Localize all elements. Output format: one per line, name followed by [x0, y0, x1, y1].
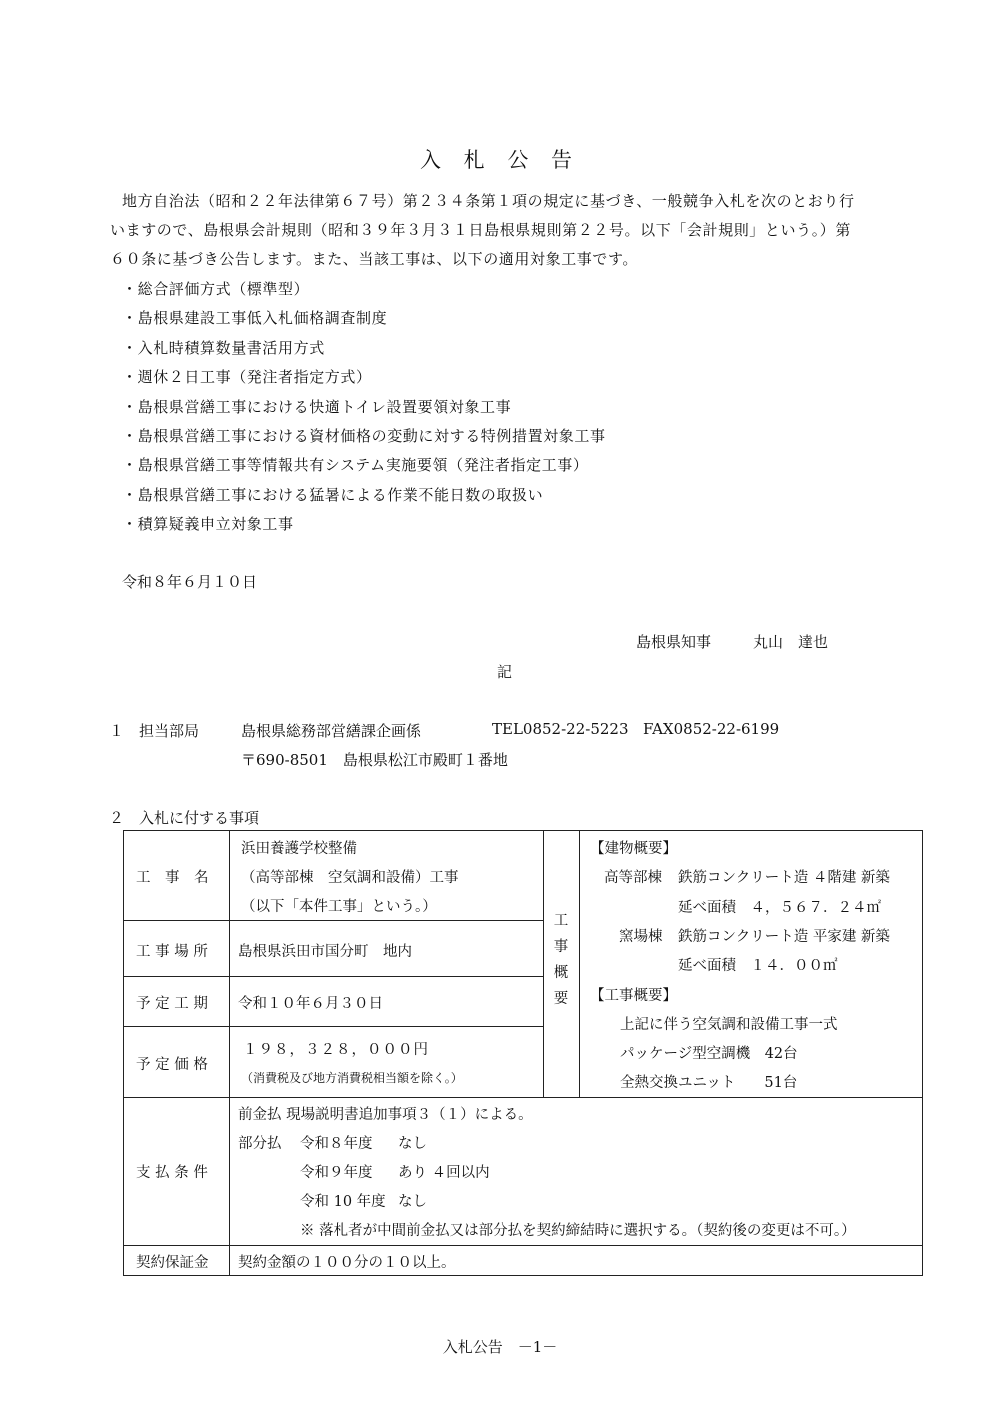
price-value: １９８，３２８，０００円 [243, 1042, 429, 1058]
table-divider [123, 1245, 923, 1246]
bullet-item: ・島根県営繕工事における快適トイレ設置要領対象工事 [122, 398, 512, 416]
bullet-item: ・島根県建設工事低入札価格調査制度 [122, 309, 388, 327]
table-divider [543, 830, 544, 1097]
section1-dept: 島根県総務部営繕課企画係 [241, 722, 422, 740]
building1-structure: 鉄筋コンクリート造 ４階建 新築 [678, 870, 890, 886]
section1-fax: FAX0852-22-6199 [643, 720, 780, 738]
payment-partial-label: 部分払 [238, 1136, 282, 1152]
table-divider [229, 830, 230, 1276]
bullet-item: ・週休２日工事（発注者指定方式） [122, 368, 372, 386]
payment-partial-value: なし [398, 1194, 427, 1210]
table-divider [123, 976, 543, 977]
payment-partial-year: 令和 10 年度 [300, 1194, 386, 1210]
signature-office: 島根県知事 [636, 633, 712, 651]
table-divider [123, 1026, 543, 1027]
bullet-item: ・島根県営繕工事における資材価格の変動に対する特例措置対象工事 [122, 427, 606, 445]
building1-name: 高等部棟 [604, 870, 662, 886]
overview-label-char: 工 [553, 913, 569, 929]
payment-note: ※ 落札者が中間前金払又は部分払を契約締結時に選択する。（契約後の変更は不可。） [300, 1223, 856, 1239]
bullet-item: ・入札時積算数量書活用方式 [122, 339, 325, 357]
payment-partial-year: 令和８年度 [300, 1136, 373, 1152]
label-work-name: 工 事 名 [136, 870, 209, 886]
label-period: 予 定 工 期 [136, 996, 208, 1012]
page-title: 入 札 公 告 [419, 148, 581, 172]
work-overview-line: 全熱交換ユニット 51台 [620, 1075, 798, 1091]
notice-date: 令和８年６月１０日 [122, 573, 258, 591]
payment-partial-value: なし [398, 1136, 427, 1152]
label-deposit: 契約保証金 [136, 1255, 209, 1271]
intro-line-3: ６０条に基づき公告します。また、当該工事は、以下の適用対象工事です。 [110, 250, 639, 268]
deposit-value: 契約金額の１００分の１０以上。 [238, 1255, 456, 1271]
section1-label: 担当部局 [139, 722, 200, 740]
ki-mark: 記 [497, 663, 513, 681]
table-divider [123, 1097, 923, 1098]
work-place-value: 島根県浜田市国分町 地内 [238, 944, 412, 960]
label-work-place: 工 事 場 所 [136, 944, 208, 960]
building-overview-header: 【建物概要】 [590, 841, 677, 857]
label-price: 予 定 価 格 [136, 1057, 208, 1073]
bullet-item: ・総合評価方式（標準型） [122, 280, 310, 298]
payment-partial-year: 令和９年度 [300, 1165, 373, 1181]
period-value: 令和１０年６月３０日 [238, 996, 383, 1012]
table-divider [579, 830, 580, 1097]
table-divider [123, 920, 543, 921]
overview-label-char: 概 [553, 965, 569, 981]
bullet-item: ・島根県営繕工事等情報共有システム実施要領（発注者指定工事） [122, 456, 589, 474]
work-overview-line: パッケージ型空調機 42台 [620, 1046, 798, 1062]
payment-partial-value: あり ４回以内 [398, 1165, 490, 1181]
section1-number: １ [109, 722, 125, 740]
overview-label-char: 事 [553, 939, 569, 955]
overview-label-char: 要 [553, 991, 569, 1007]
overview-label [551, 908, 571, 1012]
bullet-item: ・島根県営繕工事における猛暑による作業不能日数の取扱い [122, 486, 544, 504]
page-footer: 入札公告 －1－ [442, 1338, 558, 1356]
building2-structure: 鉄筋コンクリート造 平家建 新築 [678, 929, 890, 945]
section1-address: 〒690-8501 島根県松江市殿町１番地 [241, 751, 508, 769]
building1-area: 延べ面積 ４，５６７．２４㎡ [678, 900, 881, 916]
work-name-line: （以下「本件工事」という。） [241, 899, 437, 915]
section1-tel: TEL0852-22-5223 [492, 720, 629, 738]
work-overview-header: 【工事概要】 [590, 988, 677, 1004]
bullet-item: ・積算疑義申立対象工事 [122, 515, 294, 533]
intro-line-1: 地方自治法（昭和２２年法律第６７号）第２３４条第１項の規定に基づき、一般競争入札を次のとおり行 [122, 192, 855, 210]
section2-label: 入札に付する事項 [139, 809, 260, 827]
intro-line-2: いますので、島根県会計規則（昭和３９年３月３１日島根県規則第２２号。以下「会計規則」という。）第 [110, 221, 852, 239]
price-note: （消費税及び地方消費税相当額を除く。） [241, 1071, 463, 1085]
building2-area: 延べ面積 １４．００㎡ [678, 958, 838, 974]
work-name-line: 浜田養護学校整備 [241, 841, 357, 857]
building2-name: 窯場棟 [619, 929, 663, 945]
label-payment: 支 払 条 件 [136, 1165, 208, 1181]
work-overview-line: 上記に伴う空気調和設備工事一式 [620, 1017, 838, 1033]
signature-name: 丸山 達也 [753, 633, 829, 651]
payment-advance: 前金払 現場説明書追加事項３（１）による。 [238, 1107, 533, 1123]
work-name-line: （高等部棟 空気調和設備）工事 [241, 870, 459, 886]
section2-number: ２ [109, 809, 125, 827]
